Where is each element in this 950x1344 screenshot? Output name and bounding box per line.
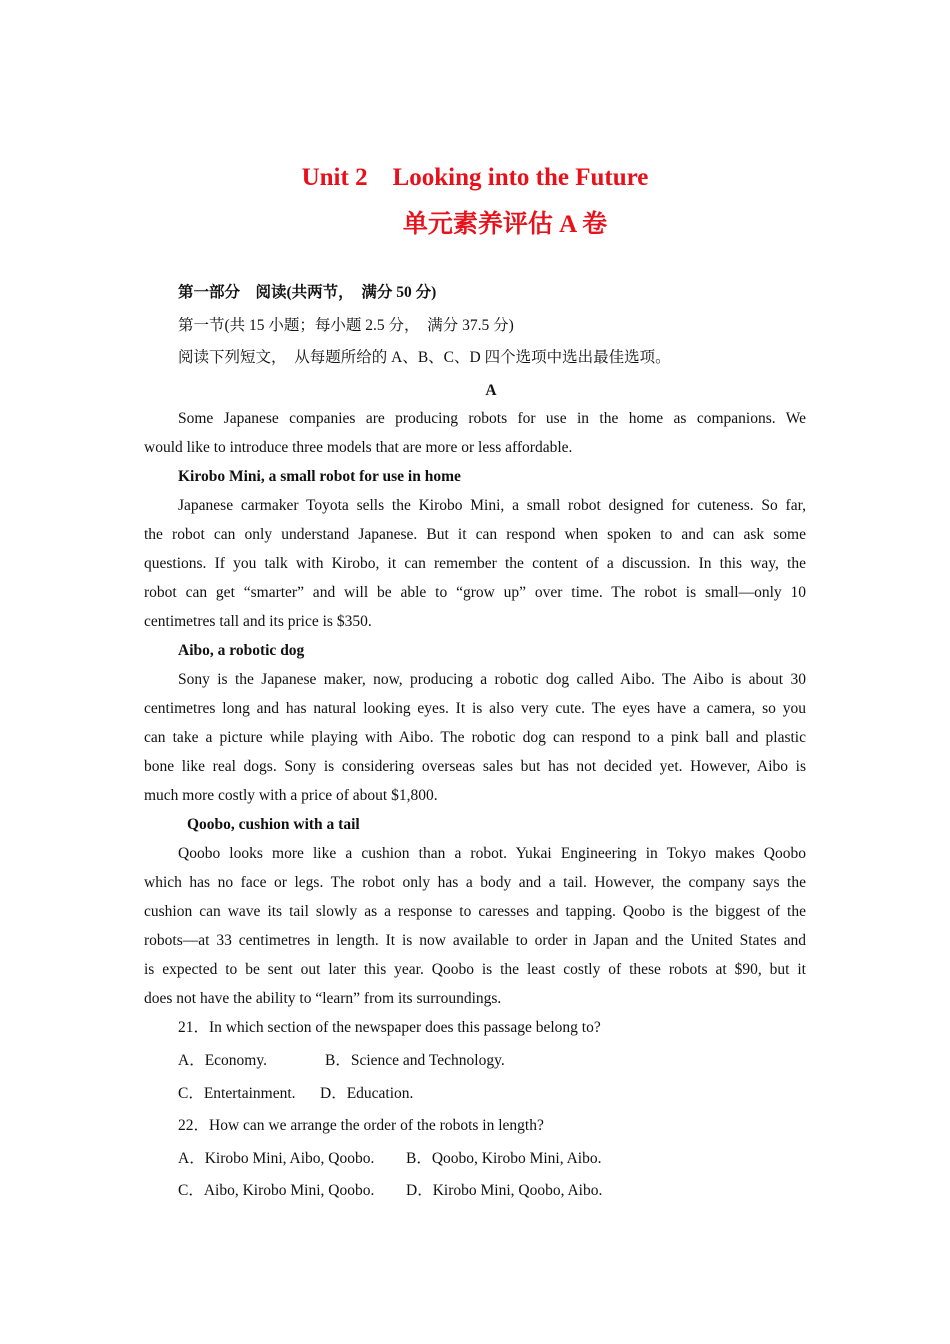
question-21-option-a: A．Economy. <box>178 1052 267 1069</box>
page-title: Unit 2 Looking into the Future <box>301 164 649 191</box>
section-heading-qoobo: Qoobo, cushion with a tail <box>187 816 360 833</box>
part-heading: 第一部分 阅读(共两节， 满分 50 分) <box>178 284 437 301</box>
paragraph-line: the robot can only understand Japanese. But it can respond when spoken to and can ask some <box>144 526 806 543</box>
question-22-option-a: A．Kirobo Mini, Aibo, Qoobo. <box>178 1150 375 1167</box>
paragraph-line: Qoobo looks more like a cushion than a robot. Yukai Engineering in Tokyo makes Qoobo <box>178 845 806 862</box>
paragraph-line: robots—at 33 centimetres in length. It is now available to order in Japan and the United States and <box>144 932 806 949</box>
paragraph-line: Japanese carmaker Toyota sells the Kirobo Mini, a small robot designed for cuteness. So far, <box>178 497 806 514</box>
paragraph-line: is expected to be sent out later this year. Qoobo is the least costly of these robots at $90, but it <box>144 961 806 978</box>
paragraph-line: which has no face or legs. The robot only has a body and a tail. However, the company says the <box>144 874 806 891</box>
passage-intro-line: would like to introduce three models that are more or less affordable. <box>144 439 573 456</box>
instruction-text: 阅读下列短文， 从每题所给的 A、B、C、D 四个选项中选出最佳选项。 <box>178 349 671 366</box>
section-heading: 第一节(共 15 小题；每小题 2.5 分， 满分 37.5 分) <box>178 317 514 334</box>
passage-intro-line: Some Japanese companies are producing robots for use in the home as companions. We <box>178 410 806 427</box>
paragraph-line: robot can get “smarter” and will be able to “grow up” over time. The robot is small—only 10 <box>144 584 806 601</box>
paragraph-line: can take a picture while playing with Aibo. The robotic dog can respond to a pink ball and plastic <box>144 729 806 746</box>
paragraph-line: much more costly with a price of about $1,800. <box>144 787 438 804</box>
question-22-option-d: D．Kirobo Mini, Qoobo, Aibo. <box>406 1182 603 1199</box>
question-22-option-b: B．Qoobo, Kirobo Mini, Aibo. <box>406 1150 602 1167</box>
question-22: 22．How can we arrange the order of the robots in length? <box>178 1117 544 1134</box>
paragraph-line: Sony is the Japanese maker, now, producing a robotic dog called Aibo. The Aibo is about 30 <box>178 671 806 688</box>
question-21-option-d: D．Education. <box>320 1085 414 1102</box>
paragraph-line: questions. If you talk with Kirobo, it can remember the content of a discussion. In this way, the <box>144 555 806 572</box>
paragraph-line: cushion can wave its tail slowly as a response to caresses and tapping. Qoobo is the biggest of the <box>144 903 806 920</box>
section-heading-kirobo: Kirobo Mini, a small robot for use in home <box>178 468 461 485</box>
section-heading-aibo: Aibo, a robotic dog <box>178 642 305 659</box>
question-21-option-c: C．Entertainment. <box>178 1085 296 1102</box>
question-21-option-b: B．Science and Technology. <box>325 1052 505 1069</box>
paragraph-line: bone like real dogs. Sony is considering overseas sales but has not decided yet. However, Aibo is <box>144 758 806 775</box>
paragraph-line: centimetres tall and its price is $350. <box>144 613 372 630</box>
passage-label: A <box>485 382 497 399</box>
question-22-option-c: C．Aibo, Kirobo Mini, Qoobo. <box>178 1182 375 1199</box>
page-subtitle: 单元素养评估 A 卷 <box>402 211 608 238</box>
paragraph-line: does not have the ability to “learn” from its surroundings. <box>144 990 502 1007</box>
paragraph-line: centimetres long and has natural looking eyes. It is also very cute. The eyes have a camera, so you <box>144 700 806 717</box>
question-21: 21．In which section of the newspaper does this passage belong to? <box>178 1019 601 1036</box>
